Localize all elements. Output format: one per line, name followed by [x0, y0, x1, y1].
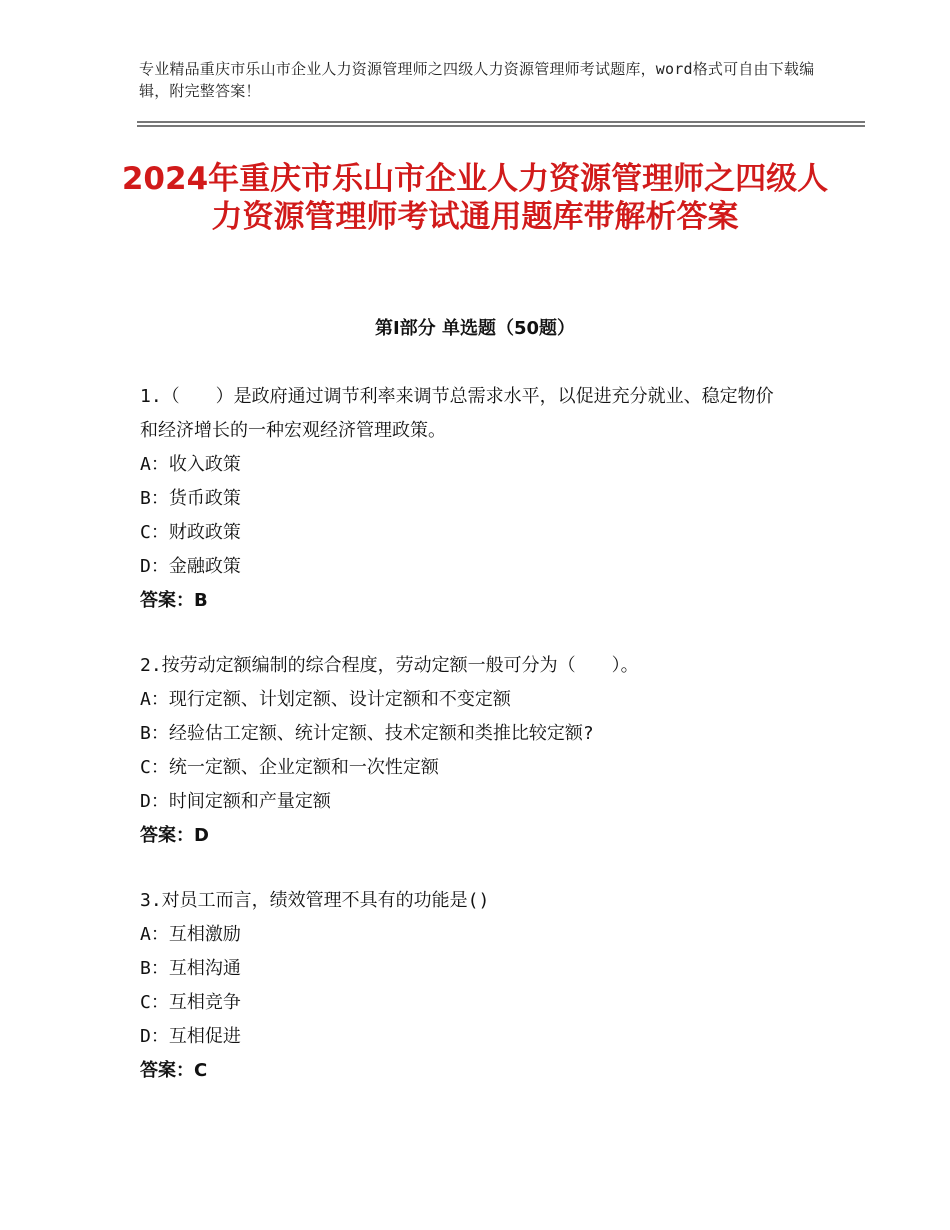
option-letter: A： [140, 924, 169, 945]
option-letter: A： [140, 689, 169, 710]
option-b [140, 717, 820, 751]
option-letter: B： [140, 488, 169, 509]
question-stem: 2.按劳动定额编制的综合程度，劳动定额一般可分为（ ）。 [140, 655, 639, 676]
question-3 [140, 884, 820, 1088]
question-2 [140, 649, 820, 853]
option-text: 互相促进 [168, 1026, 241, 1047]
option-c [140, 751, 820, 785]
option-text: 互相竞争 [168, 992, 241, 1013]
option-text: 时间定额和产量定额 [168, 791, 331, 812]
answer-line: 答案：D [140, 825, 209, 846]
question-stem: 1.（ ）是政府通过调节利率来调节总需求水平，以促进充分就业、稳定物价和经济增长的一种宏观经济管理政策。 [140, 386, 774, 441]
option-c [140, 986, 820, 1020]
question-stem: 3.对员工而言，绩效管理不具有的功能是() [140, 890, 490, 911]
option-letter: D： [140, 791, 169, 812]
option-letter: A： [140, 454, 169, 475]
document-title: 2024年重庆市乐山市企业人力资源管理师之四级人力资源管理师考试通用题库带解析答案 [121, 161, 829, 235]
option-a [140, 683, 820, 717]
option-text: 收入政策 [168, 454, 241, 475]
option-letter: B： [140, 958, 169, 979]
question-1 [140, 380, 820, 618]
header-rule-top [137, 121, 865, 123]
option-a [140, 448, 820, 482]
option-letter: D： [140, 556, 169, 577]
option-d [140, 785, 820, 819]
header-rule-bottom [137, 125, 865, 127]
option-text: 互相沟通 [168, 958, 241, 979]
option-text: 统一定额、企业定额和一次性定额 [168, 757, 439, 778]
answer-line: 答案：B [140, 590, 208, 611]
option-letter: C： [140, 992, 169, 1013]
option-text: 经验估工定额、统计定额、技术定额和类推比较定额? [168, 723, 594, 744]
option-d [140, 550, 820, 584]
option-text: 财政政策 [168, 522, 241, 543]
option-d [140, 1020, 820, 1054]
option-letter: D： [140, 1026, 169, 1047]
option-text: 金融政策 [168, 556, 241, 577]
option-letter: C： [140, 757, 169, 778]
section-title: 第Ⅰ部分 单选题（50题） [374, 318, 575, 339]
option-b [140, 482, 820, 516]
answer-line: 答案：C [140, 1060, 208, 1081]
header-note: 专业精品重庆市乐山市企业人力资源管理师之四级人力资源管理师考试题库，word格式可自由下载编辑，附完整答案！ [139, 60, 815, 100]
option-a [140, 918, 820, 952]
option-text: 互相激励 [168, 924, 241, 945]
option-text: 货币政策 [168, 488, 241, 509]
question-list [140, 380, 820, 1119]
option-letter: B： [140, 723, 169, 744]
option-text: 现行定额、计划定额、设计定额和不变定额 [168, 689, 511, 710]
option-b [140, 952, 820, 986]
option-letter: C： [140, 522, 169, 543]
option-c [140, 516, 820, 550]
